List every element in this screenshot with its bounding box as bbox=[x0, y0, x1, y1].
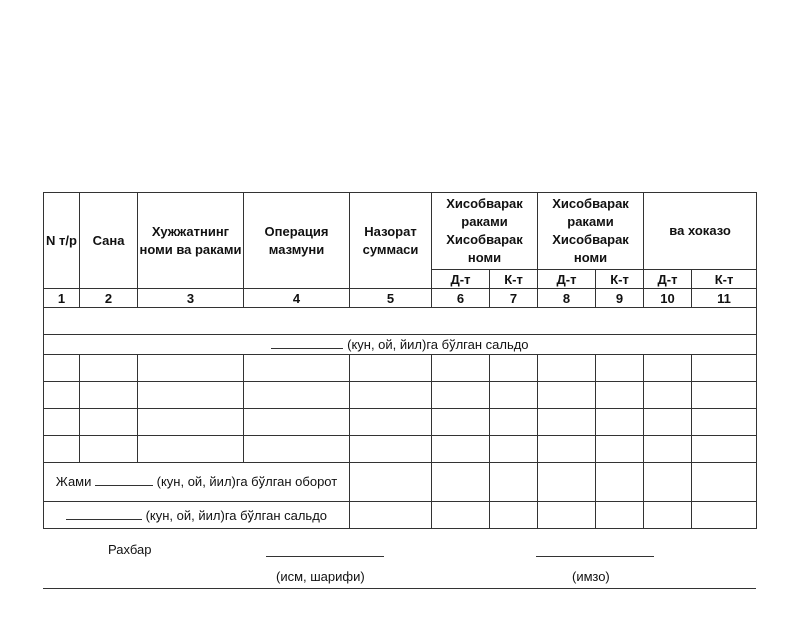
column-number: 11 bbox=[692, 289, 757, 308]
header-credit: К-т bbox=[692, 270, 757, 289]
header-credit: К-т bbox=[596, 270, 644, 289]
opening-balance-label: (кун, ой, йил)га бўлган сальдо bbox=[347, 337, 529, 352]
header-debit: Д-т bbox=[538, 270, 596, 289]
column-number: 10 bbox=[644, 289, 692, 308]
header-date: Сана bbox=[80, 193, 138, 289]
bottom-rule bbox=[43, 588, 756, 589]
column-number: 4 bbox=[244, 289, 350, 308]
column-number: 8 bbox=[538, 289, 596, 308]
header-etc: ва хоказо bbox=[644, 193, 757, 270]
header-account-1: Хисобварак раками Хисобварак номи bbox=[432, 193, 538, 270]
header-document: Хужжатнинг номи ва раками bbox=[138, 193, 244, 289]
sign-caption: (имзо) bbox=[572, 569, 610, 584]
turnover-total-label bbox=[44, 463, 350, 502]
date-blank bbox=[95, 475, 153, 486]
column-number: 7 bbox=[490, 289, 538, 308]
column-number: 9 bbox=[596, 289, 644, 308]
total-label: Жами bbox=[55, 474, 92, 489]
header-debit: Д-т bbox=[432, 270, 490, 289]
turnover-label: (кун, ой, йил)га бўлган оборот bbox=[156, 474, 338, 489]
header-control-sum: Назорат суммаси bbox=[350, 193, 432, 289]
name-caption: (исм, шарифи) bbox=[276, 569, 365, 584]
header-credit: К-т bbox=[490, 270, 538, 289]
column-number: 1 bbox=[44, 289, 80, 308]
header-operation: Операция мазмуни bbox=[244, 193, 350, 289]
column-number: 5 bbox=[350, 289, 432, 308]
ledger-table bbox=[43, 192, 757, 529]
date-blank bbox=[66, 509, 142, 520]
opening-balance-row bbox=[44, 335, 757, 355]
header-number: N т/р bbox=[44, 193, 80, 289]
name-signature-line bbox=[266, 556, 384, 557]
header-account-2: Хисобварак раками Хисобварак номи bbox=[538, 193, 644, 270]
blank-row bbox=[44, 308, 757, 335]
header-debit: Д-т bbox=[644, 270, 692, 289]
head-label: Рахбар bbox=[108, 542, 152, 557]
date-blank bbox=[271, 338, 343, 349]
closing-balance-label: (кун, ой, йил)га бўлган сальдо bbox=[44, 502, 350, 529]
column-number: 2 bbox=[80, 289, 138, 308]
column-number: 6 bbox=[432, 289, 490, 308]
column-number: 3 bbox=[138, 289, 244, 308]
sign-signature-line bbox=[536, 556, 654, 557]
